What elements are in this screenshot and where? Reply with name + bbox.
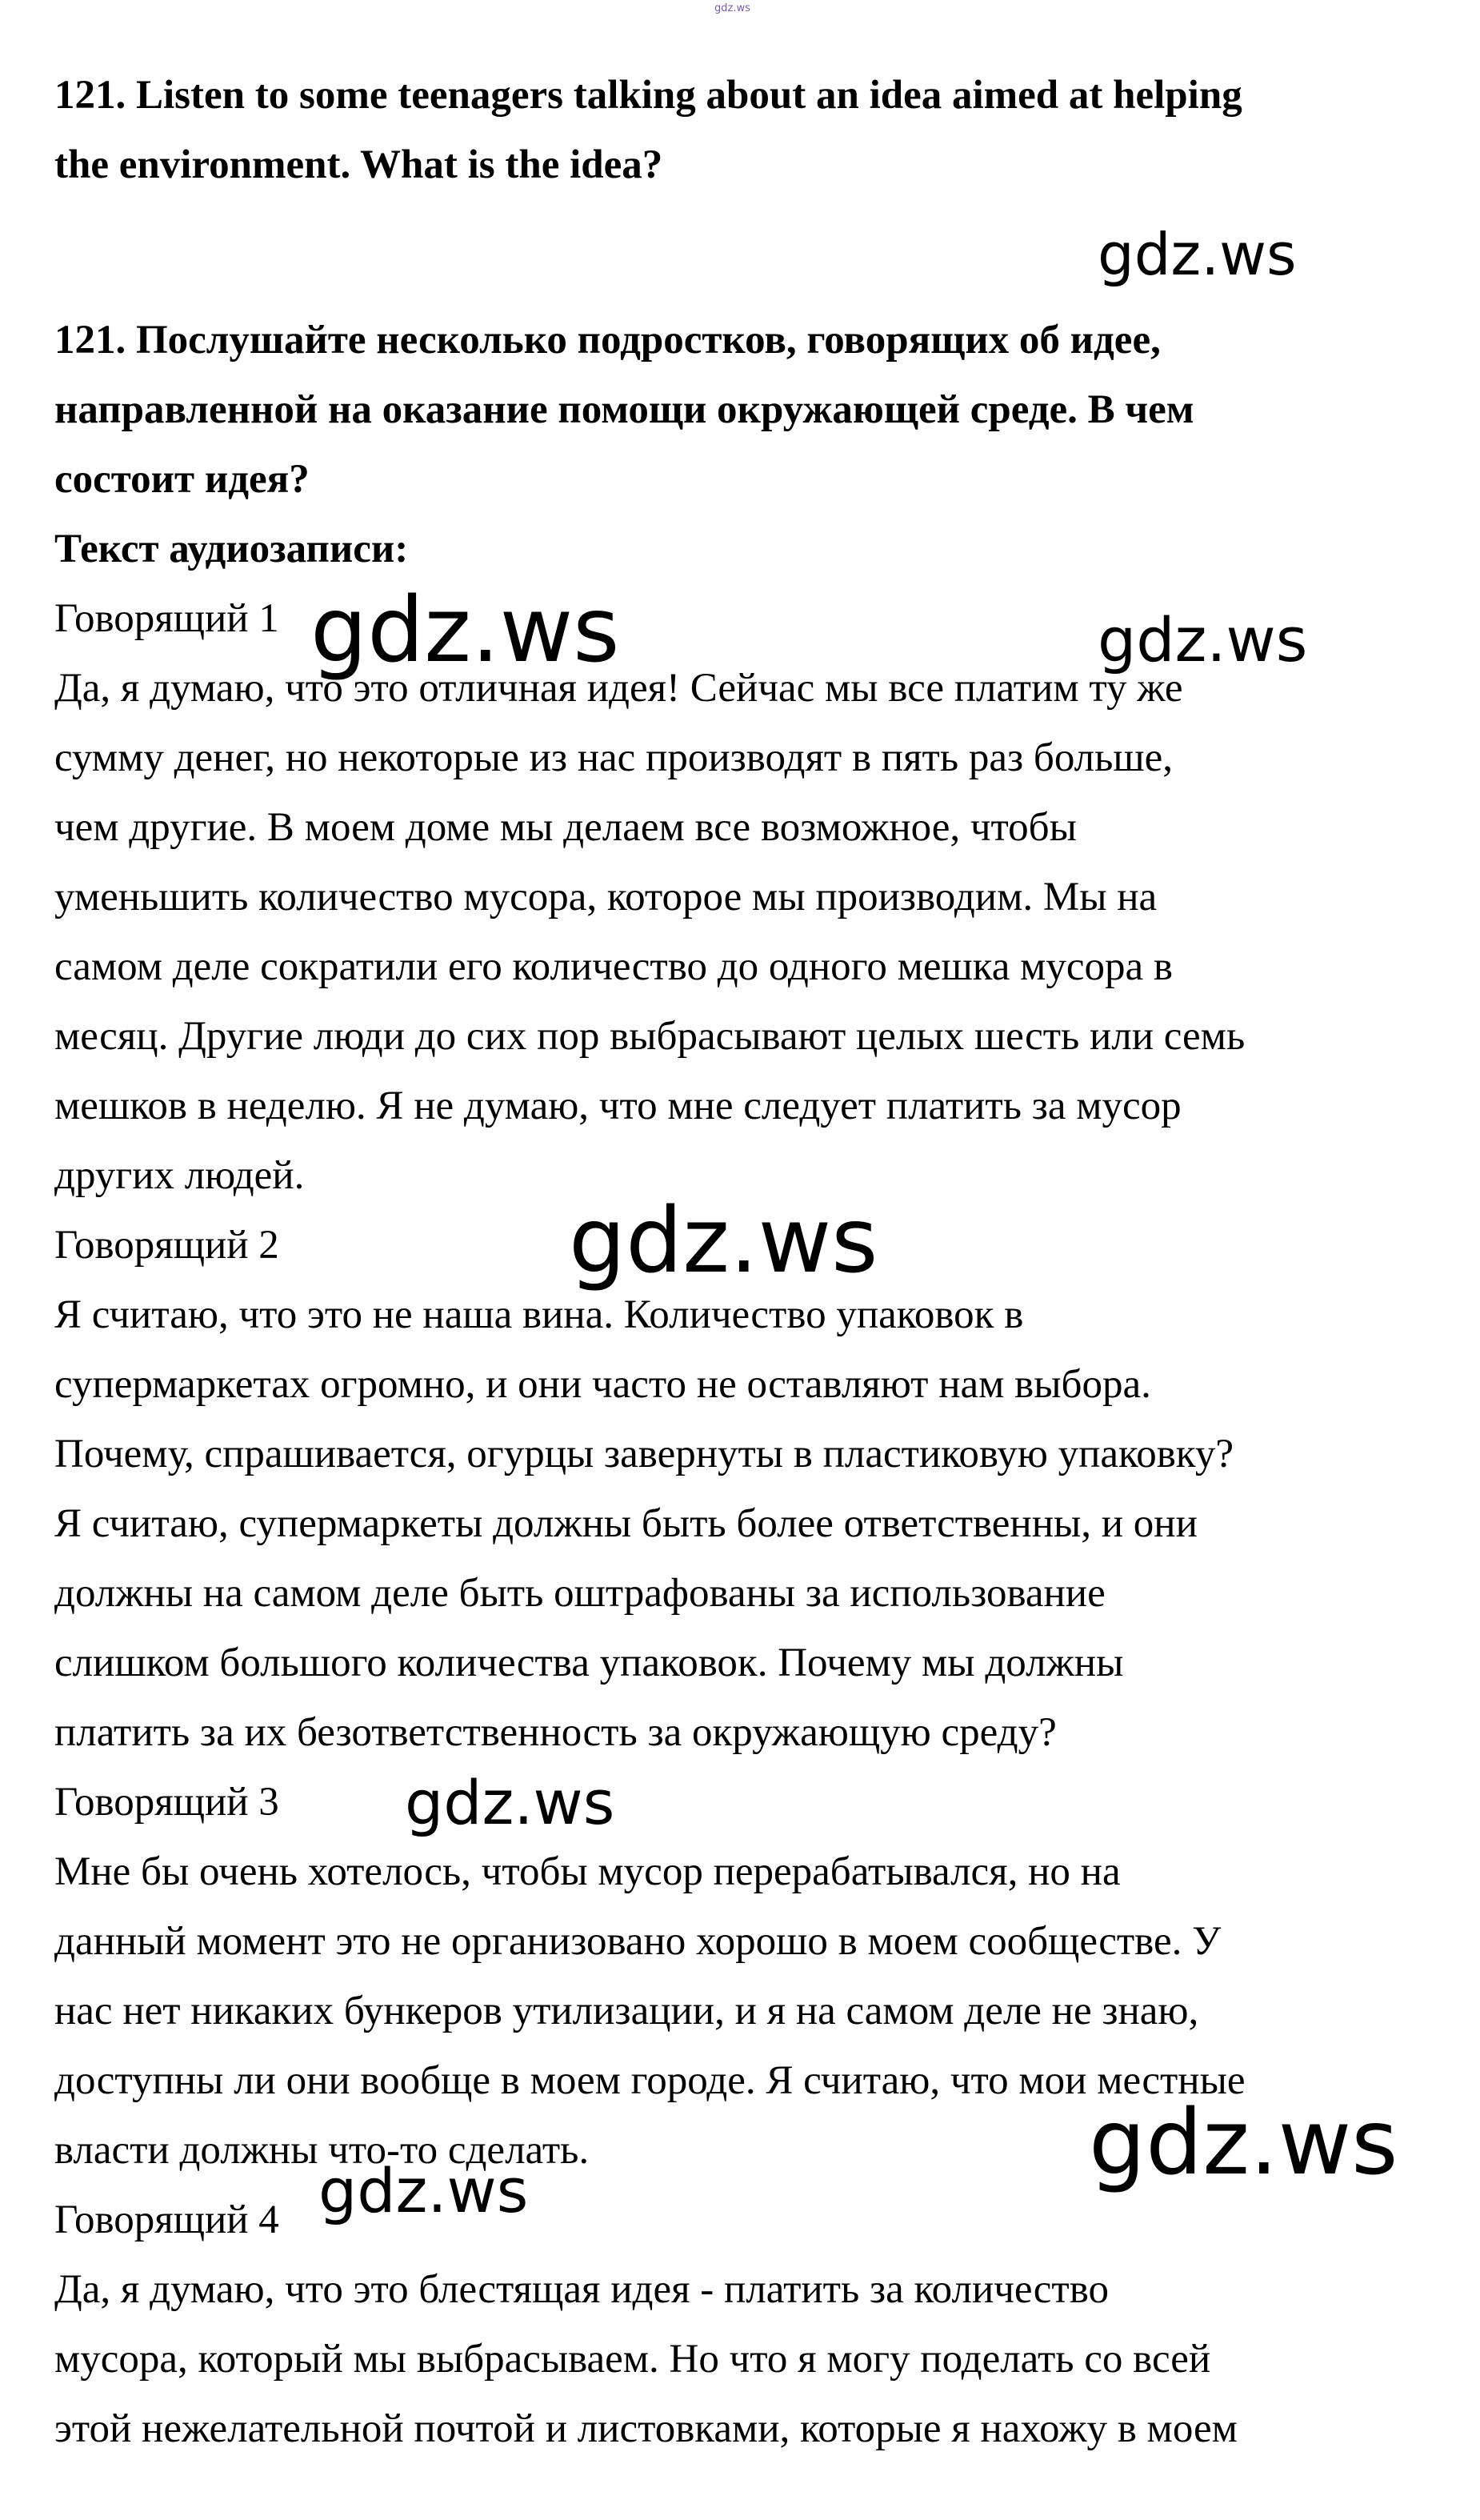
speaker-text-line: сумму денег, но некоторые из нас производят в пять раз больше, [54,735,1174,780]
speaker-text-line: Почему, спрашивается, огурцы завернуты в пластиковую упаковку? [54,1432,1234,1476]
speaker-text-line: нас нет никаких бункеров утилизации, и я на самом деле не знаю, [54,1989,1199,2033]
speaker-text-line: Я считаю, что это не наша вина. Количество упаковок в [54,1292,1024,1337]
speaker-text-line: мешков в неделю. Я не думаю, что мне следует платить за мусор [54,1084,1182,1128]
speaker-text-line: уменьшить количество мусора, которое мы производим. Мы на [54,875,1158,919]
speaker-text-line: должны на самом деле быть оштрафованы за использование [54,1571,1106,1616]
speaker-text-line: Да, я думаю, что это отличная идея! Сейчас мы все платим ту же [54,666,1183,711]
speaker-text-line: Да, я думаю, что это блестящая идея - платить за количество [54,2267,1109,2312]
watermark-top: gdz.ws [714,2,750,14]
task-english-line: the environment. What is the idea? [54,142,663,187]
speaker-text-line: Я считаю, супермаркеты должны быть более ответственны, и они [54,1501,1198,1546]
watermark: gdz.ws [405,1767,615,1838]
speaker-label: Говорящий 4 [54,2197,279,2242]
watermark: gdz.ws [1089,2091,1398,2195]
transcript-heading: Текст аудиозаписи: [54,527,409,571]
speaker-label: Говорящий 2 [54,1223,279,1268]
speaker-text-line: других людей. [54,1153,305,1198]
watermark: gdz.ws [1098,221,1297,288]
task-russian-line: 121. Послушайте несколько подростков, говорящих об идее, [54,318,1161,363]
speaker-text-line: слишком большого количества упаковок. Почему мы должны [54,1641,1124,1685]
speaker-text-line: данный момент это не организовано хорошо в моем сообществе. У [54,1919,1222,1964]
speaker-text-line: месяц. Другие люди до сих пор выбрасывают целых шесть или семь [54,1014,1246,1059]
speaker-text-line: супермаркетах огромно, и они часто не оставляют нам выбора. [54,1362,1151,1407]
speaker-text-line: власти должны что-то сделать. [54,2128,590,2173]
watermark: gdz.ws [318,2155,529,2226]
task-english-line: 121. Listen to some teenagers talking about an idea aimed at helping [54,73,1242,118]
task-russian-line: направленной на оказание помощи окружающей среде. В чем [54,387,1194,432]
watermark: gdz.ws [569,1189,878,1293]
watermark: gdz.ws [310,579,620,683]
watermark: gdz.ws [1098,604,1308,675]
task-russian-line: состоит идея? [54,457,310,502]
speaker-label: Говорящий 3 [54,1780,279,1825]
speaker-text-line: самом деле сократили его количество до одного мешка мусора в [54,944,1174,989]
speaker-text-line: этой нежелательной почтой и листовками, которые я нахожу в моем [54,2406,1238,2451]
speaker-text-line: доступны ли они вообще в моем городе. Я считаю, что мои местные [54,2058,1246,2103]
speaker-label: Говорящий 1 [54,596,279,641]
speaker-text-line: Мне бы очень хотелось, чтобы мусор перерабатывался, но на [54,1849,1121,1894]
speaker-text-line: платить за их безответственность за окружающую среду? [54,1710,1057,1755]
speaker-text-line: чем другие. В моем доме мы делаем все возможное, чтобы [54,805,1077,850]
speaker-text-line: мусора, который мы выбрасываем. Но что я могу поделать со всей [54,2337,1211,2382]
